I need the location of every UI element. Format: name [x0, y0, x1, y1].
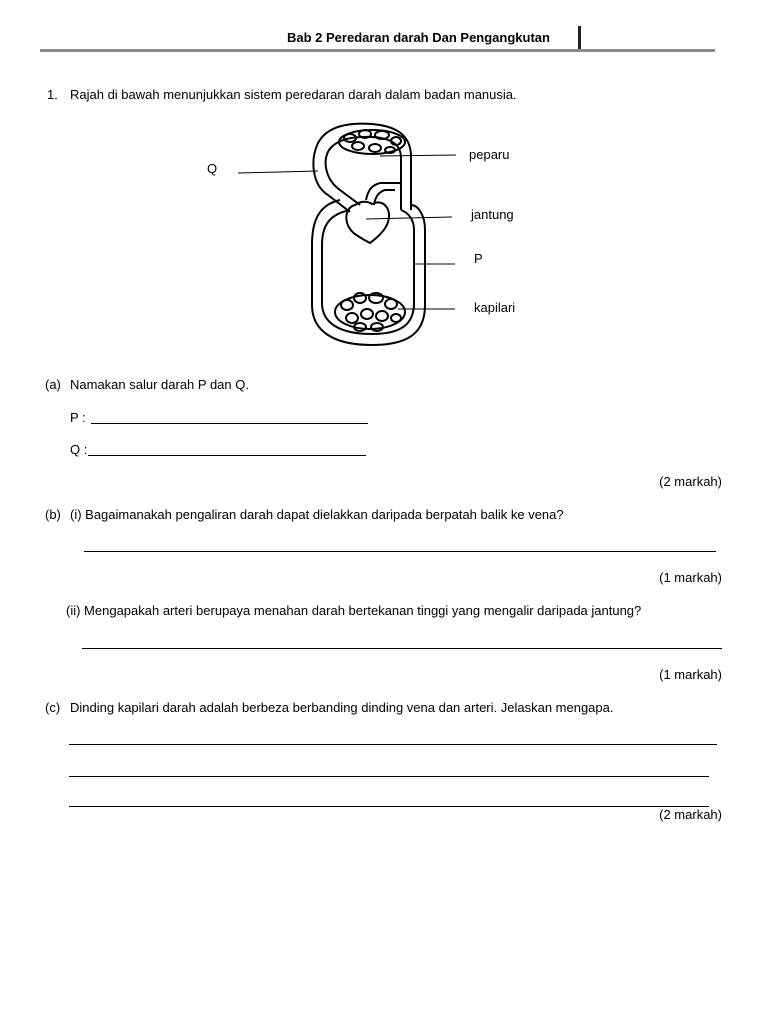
part-b-i-marks: (1 markah) [659, 570, 722, 585]
page-title: Bab 2 Peredaran darah Dan Pengangkutan [287, 30, 550, 45]
diagram-label-p: P [474, 251, 483, 266]
diagram-label-jantung: jantung [471, 207, 514, 222]
answer-q-line[interactable] [88, 455, 366, 456]
header-divider-bar [578, 26, 581, 50]
part-a-tag: (a) [45, 377, 61, 392]
diagram-label-q: Q [207, 161, 218, 176]
part-a-marks: (2 markah) [659, 474, 722, 489]
answer-p-line[interactable] [91, 423, 368, 424]
answer-c-line-3[interactable] [69, 806, 709, 807]
answer-p-label: P : [70, 410, 86, 425]
part-c-question: Dinding kapilari darah adalah berbeza berbanding dinding vena dan arteri. Jelaskan mengapa. [70, 700, 614, 715]
part-b-ii-question: (ii) Mengapakah arteri berupaya menahan darah bertekanan tinggi yang mengalir daripada jantung? [66, 603, 642, 618]
part-a-question: Namakan salur darah P dan Q. [70, 377, 249, 392]
diagram-label-kapilari: kapilari [474, 300, 516, 315]
part-b-i-question: (i) Bagaimanakah pengaliran darah dapat dielakkan daripada berpatah balik ke vena? [70, 507, 564, 522]
question-intro: Rajah di bawah menunjukkan sistem peredaran darah dalam badan manusia. [70, 87, 517, 102]
answer-b-i-line[interactable] [84, 551, 716, 552]
header-rule [40, 49, 715, 52]
part-c-marks: (2 markah) [659, 807, 722, 822]
part-c-tag: (c) [45, 700, 61, 715]
part-b-tag: (b) [45, 507, 61, 522]
answer-c-line-1[interactable] [69, 744, 717, 745]
diagram-label-peparu: peparu [469, 147, 510, 162]
answer-c-line-2[interactable] [69, 776, 709, 777]
part-b-ii-marks: (1 markah) [659, 667, 722, 682]
answer-b-ii-line[interactable] [82, 648, 722, 649]
question-number: 1. [47, 87, 58, 102]
answer-q-label: Q : [70, 442, 88, 457]
